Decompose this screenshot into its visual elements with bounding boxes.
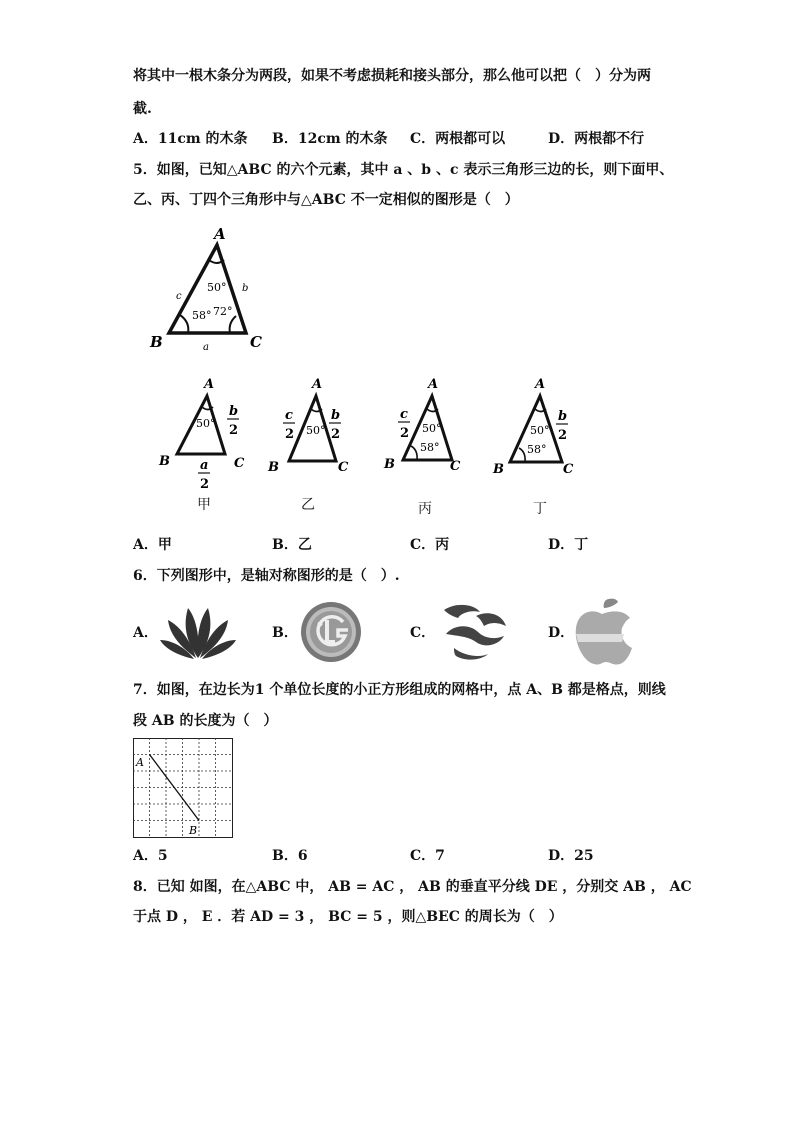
- q5-text-line2: 乙、丙、丁四个三角形中与△ABC 不一定相似的图形是（ ）: [133, 192, 519, 208]
- bing-angle-b: 58°: [420, 441, 440, 454]
- angle-c-arc: [230, 316, 236, 333]
- main-label-c: C: [250, 333, 262, 351]
- jia-side-b: b: [229, 404, 239, 419]
- ding-side-b: b: [558, 409, 568, 424]
- q5-figure-yi: [265, 374, 360, 479]
- ding-vertex-c: C: [563, 462, 574, 477]
- q5-figure-jia: [155, 374, 250, 489]
- yi-vertex-c: C: [338, 460, 349, 475]
- yi-side-b-den: 2: [331, 427, 341, 442]
- q5-text-line1: 5．如图，已知△ABC 的六个元素，其中 a 、b 、c 表示三角形三边的长，则下面甲、: [133, 162, 674, 178]
- segment-ab: [150, 755, 200, 821]
- bing-vertex-c: C: [450, 459, 461, 474]
- q6-logo-c-swirl: [436, 600, 514, 664]
- ding-vertex-a: A: [535, 377, 546, 392]
- main-side-a: a: [203, 342, 209, 353]
- yi-vertex-b: B: [268, 460, 279, 475]
- q5-figure-yi-name: 乙: [301, 497, 315, 513]
- jia-vertex-c: C: [234, 456, 245, 471]
- yi-vertex-a: A: [312, 377, 323, 392]
- q8-text-line1: 8．已知 如图，在△ABC 中， AB = AC ， AB 的垂直平分线 DE ，分别交 AB ， AC: [133, 879, 692, 895]
- grid-point-b: B: [189, 824, 198, 837]
- ding-side-b-den: 2: [558, 428, 568, 443]
- bing-vertex-b: B: [384, 457, 395, 472]
- main-angle-b: 58°: [192, 309, 212, 322]
- main-label-b: B: [150, 333, 163, 351]
- main-angle-a: 50°: [207, 281, 227, 294]
- q5-option-d[interactable]: D．丁: [548, 537, 589, 553]
- bing-side-c: c: [400, 407, 408, 422]
- q6-option-c[interactable]: C．: [410, 625, 436, 641]
- q5-figure-bing-name: 丙: [418, 501, 432, 517]
- yi-side-c: c: [285, 408, 293, 423]
- q6-option-a[interactable]: A．: [133, 625, 158, 641]
- q7-option-a[interactable]: A．5: [133, 848, 168, 864]
- bing-angle-a: 50°: [422, 422, 442, 435]
- main-label-a: A: [214, 225, 226, 243]
- jia-angle-a: 50°: [196, 417, 216, 430]
- q4-option-d[interactable]: D．两根都不行: [548, 131, 645, 147]
- jia-side-a: a: [200, 458, 209, 473]
- bing-side-c-den: 2: [400, 426, 410, 441]
- angle-b-arc: [180, 315, 188, 333]
- q4-option-c[interactable]: C．两根都可以: [410, 131, 506, 147]
- q4-option-b[interactable]: B．12cm 的木条: [272, 131, 388, 147]
- q7-text-line1: 7．如图，在边长为1 个单位长度的小正方形组成的网格中，点 A、B 都是格点，则线: [133, 682, 666, 698]
- q7-option-b[interactable]: B．6: [272, 848, 308, 864]
- q5-option-c[interactable]: C．丙: [410, 537, 450, 553]
- jia-side-b-den: 2: [229, 423, 239, 438]
- q5-figure-ding: [490, 374, 585, 479]
- q8-text-line2: 于点 D ， E ．若 AD = 3 ， BC = 5 ，则△BEC 的周长为（ ）: [133, 909, 563, 925]
- q4-option-a[interactable]: A．11cm 的木条: [133, 131, 248, 147]
- bing-vertex-a: A: [428, 377, 439, 392]
- main-angle-c: 72°: [213, 305, 233, 318]
- q5-option-a[interactable]: A．甲: [133, 537, 172, 553]
- ding-angle-a: 50°: [530, 424, 550, 437]
- q6-option-b[interactable]: B．: [272, 625, 298, 641]
- grid-point-a: A: [136, 756, 144, 769]
- q6-option-d[interactable]: D．: [548, 625, 575, 641]
- yi-angle-a: 50°: [306, 424, 326, 437]
- q5-figure-jia-name: 甲: [197, 497, 211, 513]
- q4-text-line1: 将其中一根木条分为两段，如果不考虑损耗和接头部分，那么他可以把（ ）分为两: [133, 68, 651, 84]
- q5-option-b[interactable]: B．乙: [272, 537, 312, 553]
- q7-option-c[interactable]: C．7: [410, 848, 445, 864]
- q6-logo-b-lg: [298, 600, 364, 664]
- main-side-c: c: [176, 291, 182, 302]
- main-side-b: b: [242, 283, 249, 294]
- q7-option-d[interactable]: D．25: [548, 848, 594, 864]
- q6-logo-d-apple: [572, 596, 636, 670]
- q6-logo-a-fan: [158, 600, 238, 662]
- q4-text-line2: 截.: [133, 101, 152, 117]
- yi-side-b: b: [331, 408, 341, 423]
- jia-vertex-a: A: [204, 377, 215, 392]
- q5-main-triangle-figure: [140, 220, 270, 355]
- q5-figure-ding-name: 丁: [533, 501, 547, 517]
- jia-vertex-b: B: [159, 454, 170, 469]
- jia-side-a-den: 2: [200, 477, 210, 489]
- q7-text-line2: 段 AB 的长度为（ ）: [133, 713, 278, 729]
- angle-a-arc: [209, 260, 224, 263]
- yi-side-c-den: 2: [285, 427, 295, 442]
- ding-vertex-b: B: [493, 462, 504, 477]
- ding-angle-b: 58°: [527, 443, 547, 456]
- q5-figure-bing: [380, 374, 475, 479]
- q7-grid-figure: [133, 738, 234, 839]
- q6-text-line1: 6．下列图形中，是轴对称图形的是（ ）.: [133, 568, 400, 584]
